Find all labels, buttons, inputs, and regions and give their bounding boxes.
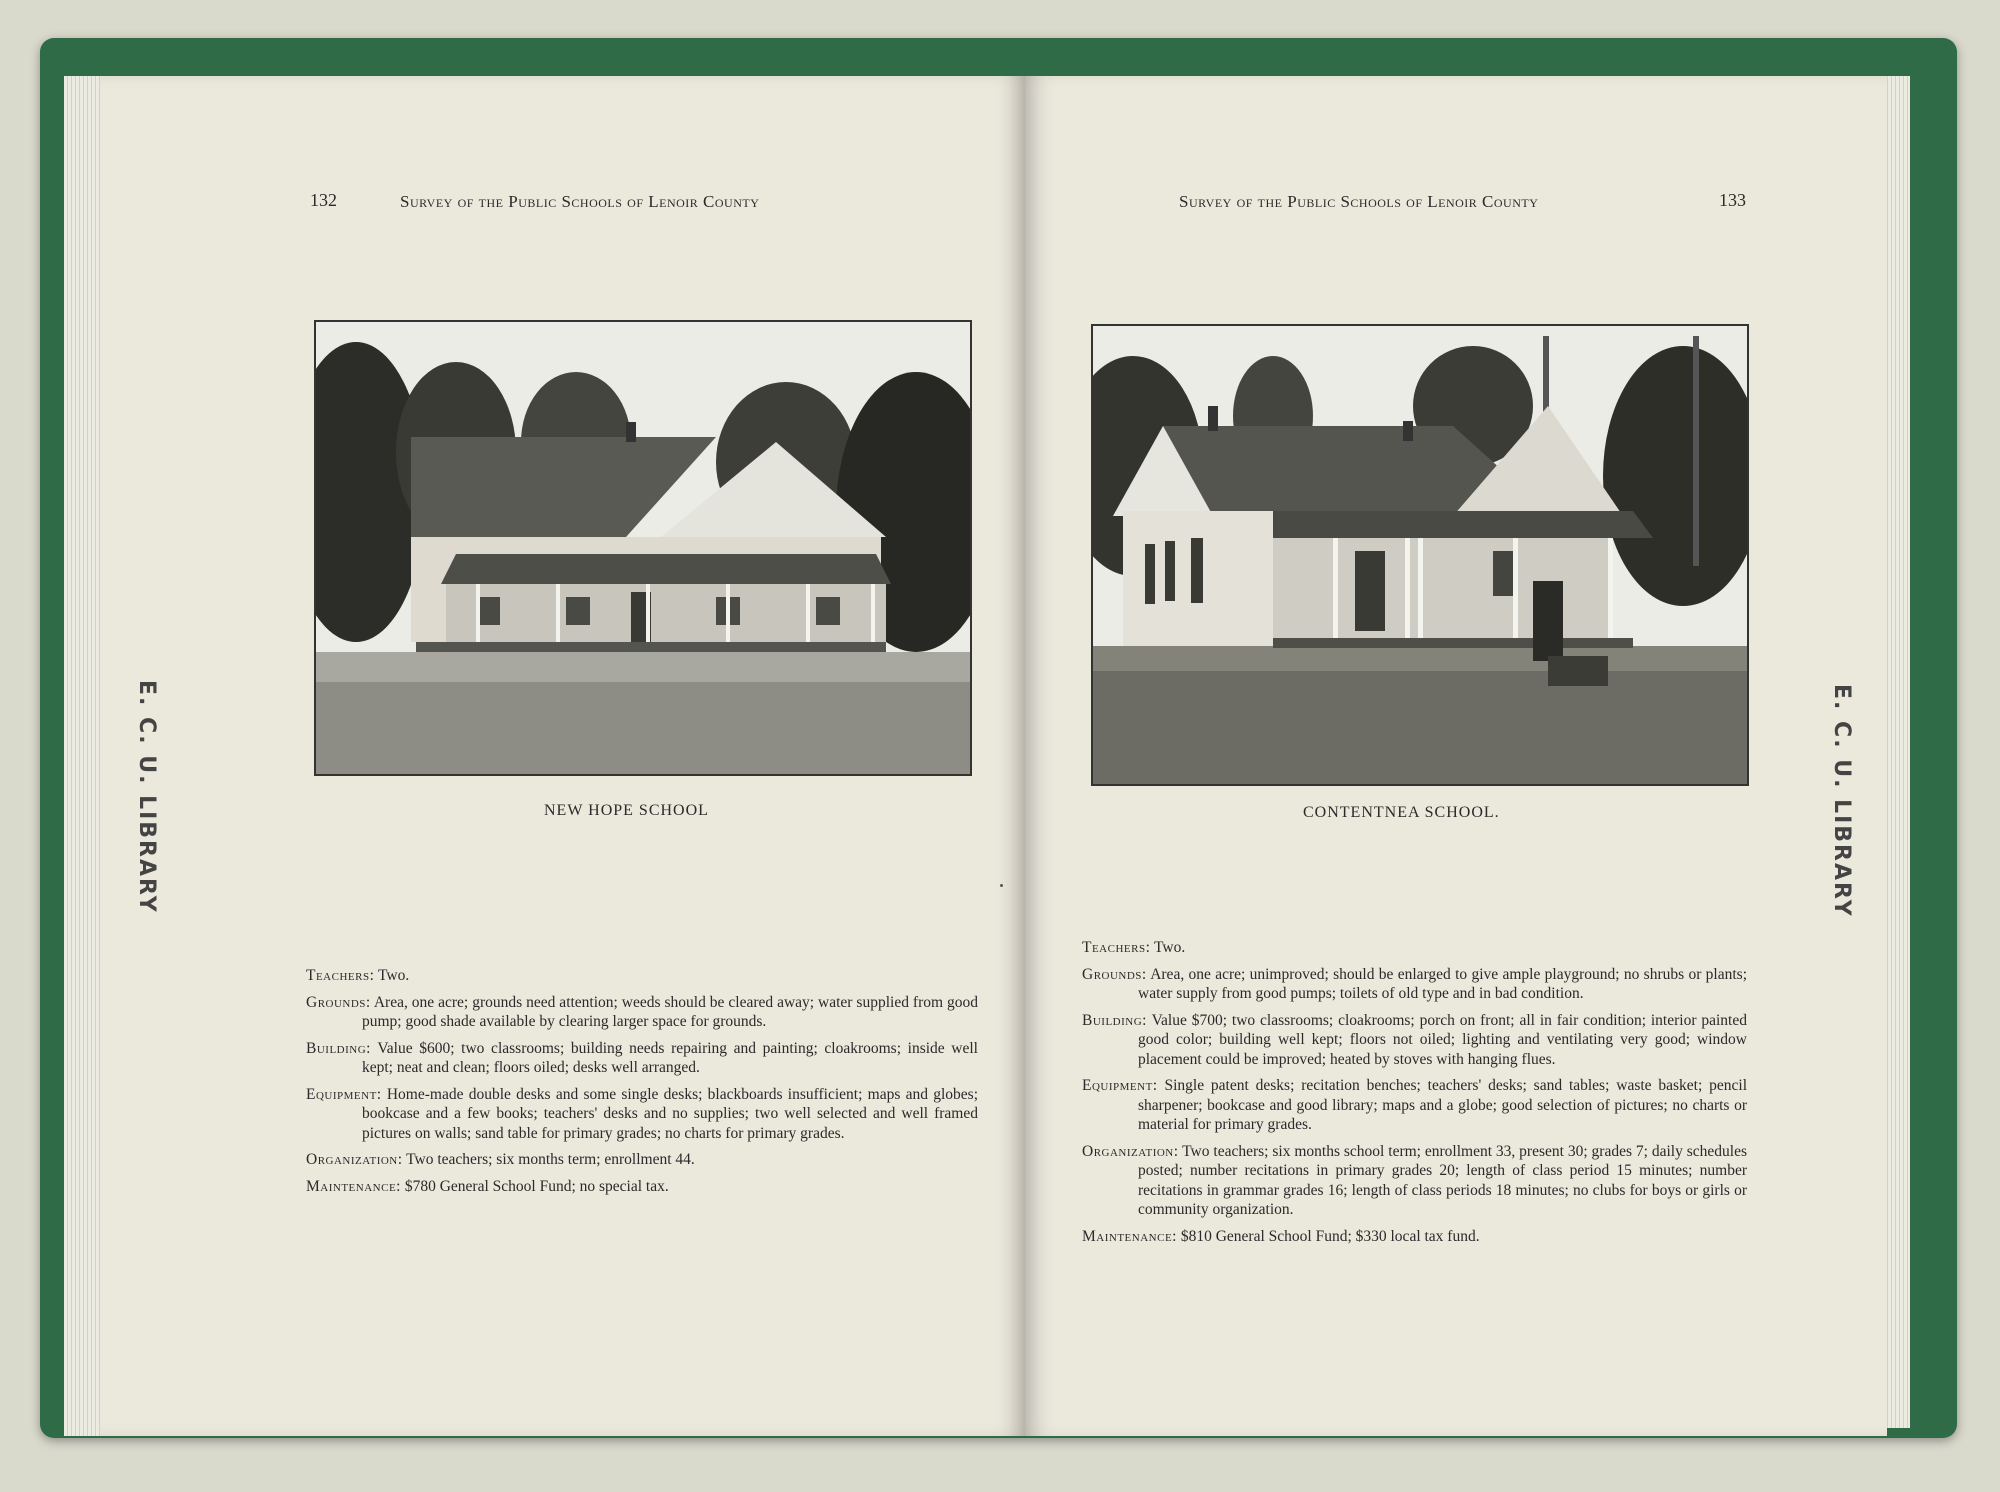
photo-caption-left: NEW HOPE SCHOOL (544, 802, 709, 819)
detail-organization: Organization: Two teachers; six months term; enrollment 44. (306, 1151, 695, 1168)
detail-maintenance: Maintenance: $780 General School Fund; no special tax. (306, 1177, 669, 1195)
detail-grounds: Grounds: Area, one acre; unimproved; should be enlarged to give ample playground; no shrubs or plants; water supply from good pumps; toilets of old type and in bad condition. (1082, 965, 1748, 1002)
detail-organization: Organization: Two teachers; six months school term; enrollment 33, present 30; grades 7; daily schedules posted; number recitations in primary grades 20; length of class period 15 minutes; number recitations in grammar grades 16; length of class periods 18 minutes; no clubs for boys or girls or community organization. (1082, 1142, 1747, 1218)
ink-dot (1000, 884, 1003, 887)
detail-building: Building: Value $600; two classrooms; building needs repairing and painting; cloakrooms; inside well kept; neat and clean; floors oiled; desks well arranged. (306, 1039, 978, 1076)
detail-teachers: Teachers: Two. (306, 967, 410, 984)
left-page (100, 76, 1025, 1436)
detail-teachers: Teachers: Two. (1082, 939, 1186, 956)
running-header-right: Survey of the Public Schools of Lenoir County (1179, 192, 1539, 211)
detail-grounds: Grounds: Area, one acre; grounds need attention; weeds should be cleared away; water supplied from good pump; good shade available by clearing larger space for grounds. (306, 993, 978, 1030)
contentnea-school-illustration (1093, 326, 1747, 784)
photo-caption-right: CONTENTNEA SCHOOL. (1303, 804, 1500, 821)
library-stamp-right: E. C. U. LIBRARY (1829, 684, 1854, 918)
page-number-right: 133 (1719, 190, 1746, 210)
running-header-left: Survey of the Public Schools of Lenoir County (400, 192, 760, 211)
detail-equipment: Equipment: Single patent desks; recitation benches; teachers' desks; sand tables; waste basket; pencil sharpener; bookcase and good library; maps and a globe; good selection of pictures; no charts or material for primary grades. (1082, 1077, 1748, 1133)
contentnea-school-photo (1091, 324, 1749, 786)
page-number-left: 132 (310, 190, 337, 210)
detail-building: Building: Value $700; two classrooms; cloakrooms; porch on front; all in fair condition; interior painted good color; building well kept; floors not oiled; lighting and ventilating very good; window placement could be improved; heated by stoves with hanging flues. (1082, 1011, 1747, 1068)
new-hope-school-illustration (316, 322, 970, 774)
detail-maintenance: Maintenance: $810 General School Fund; $330 local tax fund. (1082, 1227, 1480, 1245)
library-stamp-left: E. C. U. LIBRARY (134, 680, 159, 914)
new-hope-school-photo (314, 320, 972, 776)
detail-equipment: Equipment: Home-made double desks and some single desks; blackboards insufficient; maps and globes; bookcase and a few books; teachers' desks and no supplies; two well selected and well framed pictures on walls; sand table for primary grades; no charts for primary grades. (306, 1085, 978, 1142)
school-details-right (1082, 938, 1747, 1253)
school-details-left (306, 966, 978, 1203)
right-page (1025, 76, 1887, 1436)
